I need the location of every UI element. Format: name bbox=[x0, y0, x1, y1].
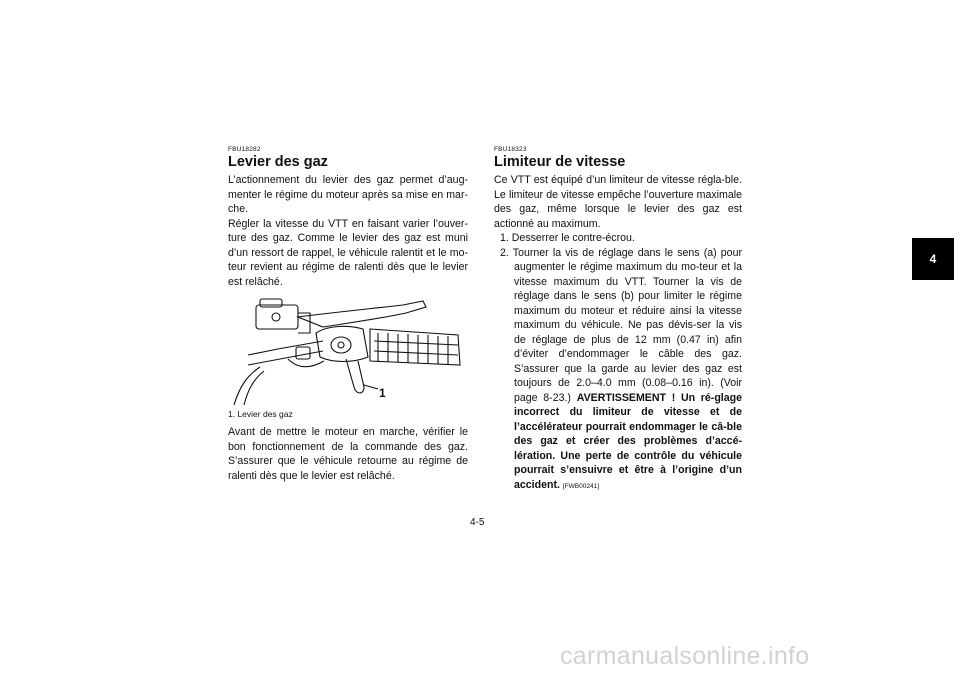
left-column bbox=[228, 146, 468, 483]
step-text: 2. Tourner la vis de réglage dans le sens (a) pour augmenter le régime maximum du mo-teur et la vitesse maximum du VTT. Tourner la vis de réglage dans le sens (b) pour limiter le régime maximum du moteur et réduire ainsi la vitesse maximum du véhicule. Ne pas dévis-ser la vis de réglage de plus de 12 mm (0.47 in) afin d’éviter d’endommager le câble des gaz. S’assurer que la garde au levier des gaz est toujours de 2.0–4.0 mm (0.08–0.16 in). (Voir page 8-23.) bbox=[500, 246, 742, 404]
paragraph: Ce VTT est équipé d’un limiteur de vitesse régla-ble. Le limiteur de vitesse empêche l’ouverture maximale des gaz, même lorsque le levier des gaz est actionné au maximum. bbox=[494, 174, 742, 230]
throttle-lever-illustration bbox=[228, 295, 468, 407]
watermark: carmanualsonline.info bbox=[560, 642, 810, 670]
page-number: 4-5 bbox=[470, 517, 485, 528]
section-title: Limiteur de vitesse bbox=[494, 154, 626, 170]
throttle-lever-figure bbox=[228, 295, 468, 407]
list-item: 1. Desserrer le contre-écrou. bbox=[500, 232, 635, 244]
paragraph: Régler la vitesse du VTT en faisant varier l’ouver-ture des gaz. Comme le levier des gaz est muni d’un ressort de rappel, le véhicule ralentit et le mo-teur revient au régime de ralenti dès que le levier est relâché. bbox=[228, 217, 468, 288]
warning-code: [FWB00241] bbox=[562, 482, 600, 490]
section-code: FBU18323 bbox=[494, 146, 527, 153]
figure-caption: 1. Levier des gaz bbox=[228, 409, 293, 419]
section-title: Levier des gaz bbox=[228, 154, 328, 170]
warning-text: AVERTISSEMENT ! Un ré-glage incorrect du limiteur de vitesse et de l’accélérateur pourrait endommager le câ-ble des gaz et créer des problèmes d’accé-lération. Une perte de contrôle du véhicule pourrait s’ensuivre et être à l’origine d’un accident. bbox=[514, 391, 742, 491]
figure-callout-1: 1 bbox=[379, 386, 386, 400]
chapter-tab: 4 bbox=[912, 238, 954, 280]
paragraph: L’actionnement du levier des gaz permet d’aug-menter le régime du moteur après sa mise en mar-che. bbox=[228, 174, 468, 215]
steps-list bbox=[494, 231, 742, 494]
section-code: FBU18282 bbox=[228, 146, 261, 153]
list-item bbox=[494, 246, 742, 495]
right-column bbox=[494, 146, 742, 494]
paragraph: Avant de mettre le moteur en marche, vérifier le bon fonctionnement de la commande des gaz. S’assurer que le véhicule retourne au régime de ralenti dès que le levier est relâché. bbox=[228, 426, 468, 482]
